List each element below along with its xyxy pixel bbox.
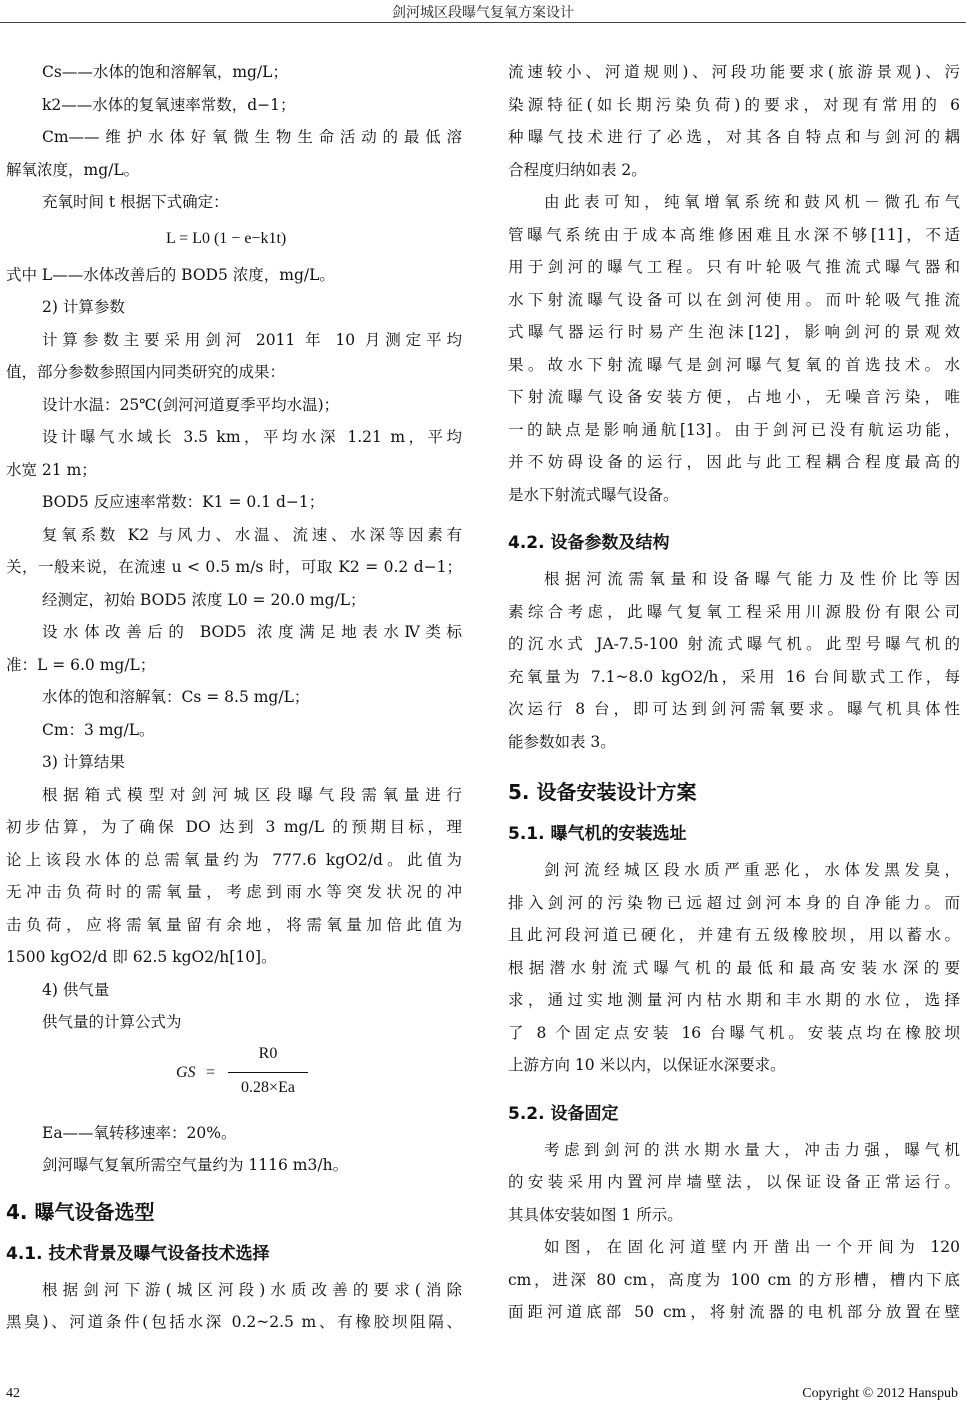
subsection-heading: 4.2. 设备参数及结构 <box>508 533 670 553</box>
text-line: 论上该段水体的总需氧量约为 777.6 kgO2/d。此值为 <box>6 850 462 869</box>
text-line: 上游方向 10 米以内，以保证水深要求。 <box>508 1056 786 1074</box>
text-line: 无冲击负荷时的需氧量，考虑到雨水等突发状况的冲 <box>6 883 462 901</box>
text-line: cm，进深 80 cm，高度为 100 cm 的方形槽，槽内下底 <box>508 1270 960 1289</box>
text-line: 式曝气器运行时易产生泡沫[12]，影响剑河的景观效 <box>508 323 960 341</box>
text-line: 1500 kgO2/d 即 62.5 kgO2/h[10]。 <box>6 948 277 966</box>
text-line: 设计曝气水域长 3.5 km，平均水深 1.21 m，平均 <box>42 428 462 446</box>
text-line: 击负荷，应将需氧量留有余地，将需氧量加倍此值为 <box>6 915 462 934</box>
text-line: 复氧系数 K2 与风力、水温、流速、水深等因素有 <box>42 525 462 544</box>
text-line: 并不妨碍设备的运行，因此与此工程耦合程度最高的 <box>508 453 960 471</box>
text-line: 2) 计算参数 <box>42 298 125 316</box>
text-line: 合程度归纳如表 2。 <box>508 160 647 179</box>
text-line: 水下射流曝气设备可以在剑河使用。而叶轮吸气推流 <box>508 290 960 309</box>
text-line: 初步估算，为了确保 DO 达到 3 mg/L 的预期目标，理 <box>6 818 462 836</box>
text-line: 其具体安装如图 1 所示。 <box>508 1205 683 1224</box>
text-line: 剑河流经城区段水质严重恶化，水体发黑发臭， <box>544 861 960 879</box>
text-line: 3) 计算结果 <box>42 753 125 771</box>
text-line: 根据剑河下游(城区河段)水质改善的要求(消除 <box>42 1280 462 1299</box>
text-line: 一的缺点是影响通航[13]。由于剑河已没有航运功能， <box>508 420 960 439</box>
formula-bod: L = L0 (1 − e−k1t) <box>166 229 287 247</box>
text-line: 种曝气技术进行了必选，对其各自特点和与剑河的耦 <box>508 128 960 146</box>
formula-lhs: GS <box>176 1063 196 1081</box>
text-line: 根据箱式模型对剑河城区段曝气段需氧量进行 <box>42 785 462 804</box>
text-line: BOD5 反应速率常数：K1 = 0.1 d−1； <box>42 493 325 511</box>
subsection-heading: 5.2. 设备固定 <box>508 1103 619 1124</box>
running-header: 剑河城区段曝气复氧方案设计 <box>392 5 574 21</box>
text-line: 关，一般来说，在流速 u < 0.5 m/s 时，可取 K2 = 0.2 d−1； <box>6 558 462 576</box>
text-line: 管曝气系统由于成本高维修困难且水深不够[11]，不适 <box>508 225 960 244</box>
text-line: 值，部分参数参照国内同类研究的成果： <box>6 363 286 381</box>
text-line: 水体的饱和溶解氧：Cs = 8.5 mg/L； <box>42 688 310 706</box>
formula-air-supply <box>6 1039 462 1117</box>
formula-numerator: R0 <box>258 1044 278 1062</box>
text-line: 能参数如表 3。 <box>508 732 616 751</box>
text-line: 4) 供气量 <box>42 980 110 999</box>
text-line: 考虑到剑河的洪水期水量大，冲击力强，曝气机 <box>544 1140 960 1159</box>
text-line: 供气量的计算公式为 <box>42 1013 182 1031</box>
text-line: 求，通过实地测量河内枯水期和丰水期的水位，选择 <box>508 991 960 1009</box>
text-line: 式中 L——水体改善后的 BOD5 浓度，mg/L。 <box>6 265 335 284</box>
text-line: 用于剑河的曝气工程。只有叶轮吸气推流式曝气器和 <box>508 258 960 276</box>
text-line: Ea——氧转移速率：20%。 <box>42 1123 237 1142</box>
text-line: 由此表可知，纯氧增氧系统和鼓风机－微孔布气 <box>544 193 960 211</box>
text-line: 素综合考虑，此曝气复氧工程采用川源股份有限公司 <box>508 602 960 621</box>
text-line: 果。故水下射流曝气是剑河曝气复氧的首选技术。水 <box>508 355 960 374</box>
text-line: 的安装采用内置河岸墙壁法，以保证设备正常运行。 <box>508 1173 960 1191</box>
text-line: 染源特征(如长期污染负荷)的要求，对现有常用的 6 <box>508 95 960 114</box>
text-line: k2——水体的复氧速率常数，d−1； <box>42 95 296 114</box>
text-line: 充氧量为 7.1~8.0 kgO2/h，采用 16 台间歇式工作，每 <box>508 667 960 686</box>
text-line: 且此河段河道已硬化，并建有五级橡胶坝，用以蓄水。 <box>508 926 960 944</box>
page-number: 42 <box>6 1386 20 1401</box>
text-line: Cm：3 mg/L。 <box>42 720 155 739</box>
text-line: 根据河流需氧量和设备曝气能力及性价比等因 <box>544 570 960 588</box>
text-line: Cs——水体的饱和溶解氧，mg/L； <box>42 63 288 81</box>
text-line: Cm——维护水体好氧微生物生命活动的最低溶 <box>42 128 462 146</box>
text-line: 下射流曝气设备安装方便，占地小，无噪音污染，唯 <box>508 388 960 406</box>
text-line: 流速较小、河道规则)、河段功能要求(旅游景观)、污 <box>508 63 960 81</box>
header-rule <box>0 22 966 23</box>
text-line: 了 8 个固定点安装 16 台曝气机。安装点均在橡胶坝 <box>508 1023 960 1042</box>
subsection-heading: 4.1. 技术背景及曝气设备技术选择 <box>6 1243 270 1264</box>
text-line: 如图，在固化河道壁内开凿出一个开间为 120 <box>544 1238 960 1256</box>
text-line: 设计水温：25℃(剑河河道夏季平均水温)； <box>42 395 340 414</box>
text-line: 计算参数主要采用剑河 2011 年 10 月测定平均 <box>42 330 462 349</box>
text-line: 是水下射流式曝气设备。 <box>508 485 679 504</box>
text-line: 充氧时间 t 根据下式确定： <box>42 193 229 211</box>
formula-denominator: 0.28×Ea <box>241 1078 295 1096</box>
right-column <box>508 56 960 1329</box>
section-heading: 5. 设备安装设计方案 <box>508 780 697 804</box>
left-column <box>6 56 462 1339</box>
subsection-heading: 5.1. 曝气机的安装选址 <box>508 824 687 844</box>
text-line: 排入剑河的污染物已远超过剑河本身的自净能力。而 <box>508 893 960 912</box>
formula-equals: = <box>206 1063 216 1081</box>
fraction-bar <box>228 1072 308 1073</box>
copyright-notice: Copyright © 2012 Hanspub <box>802 1386 958 1401</box>
text-line: 设水体改善后的 BOD5 浓度满足地表水Ⅳ类标 <box>42 623 462 641</box>
text-line: 次运行 8 台，即可达到剑河需氧要求。曝气机具体性 <box>508 700 960 718</box>
section-heading: 4. 曝气设备选型 <box>6 1199 155 1224</box>
text-line: 根据潜水射流式曝气机的最低和最高安装水深的要 <box>508 958 960 977</box>
text-line: 的沉水式 JA-7.5-100 射流式曝气机。此型号曝气机的 <box>508 635 960 653</box>
text-line: 解氧浓度，mg/L。 <box>6 160 140 179</box>
text-line: 经测定，初始 BOD5 浓度 L0 = 20.0 mg/L； <box>42 590 366 609</box>
text-line: 黑臭)、河道条件(包括水深 0.2~2.5 m、有橡胶坝阻隔、 <box>6 1313 462 1331</box>
text-line: 面距河道底部 50 cm，将射流器的电机部分放置在壁 <box>508 1303 960 1321</box>
text-line: 剑河曝气复氧所需空气量约为 1116 m3/h。 <box>42 1156 349 1174</box>
text-line: 水宽 21 m； <box>6 460 97 479</box>
text-line: 准：L = 6.0 mg/L； <box>6 655 156 674</box>
